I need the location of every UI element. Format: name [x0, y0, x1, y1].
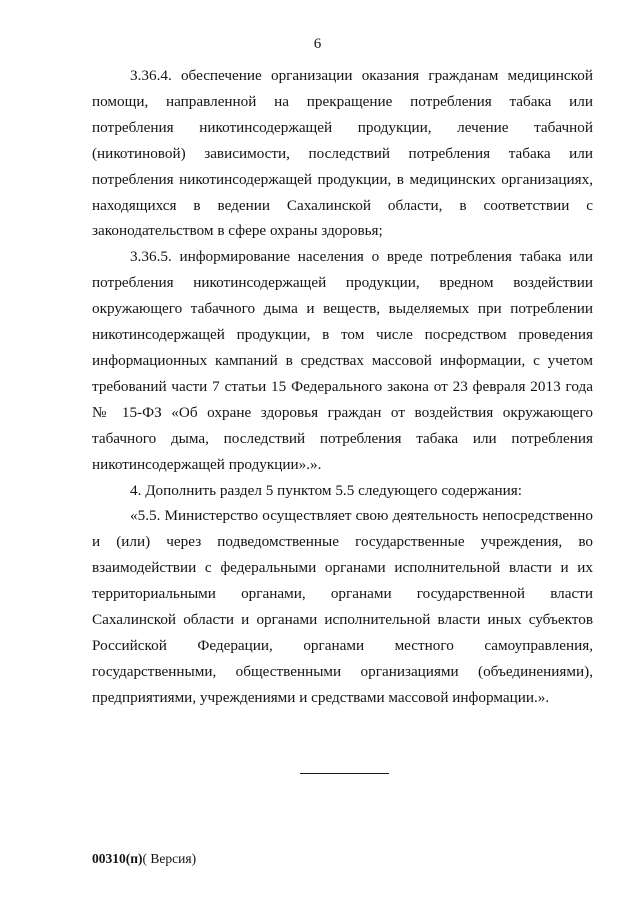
- paragraph-3-36-5: 3.36.5. информирование населения о вреде потребления табака или потребления никотинсодержащей продукции, вредном воздействии окружающего табачного дыма и веществ, выделяемых при потреблении никотинсодержащей продукции, в том числе посредством проведения информационных кампаний в средствах массовой информации, с учетом требований части 7 статьи 15 Федерального закона от 23 февраля 2013 года № 15-ФЗ «Об охране здоровья граждан от воздействия окружающего табачного дыма, последствий потребления табака или потребления никотинсодержащей продукции».».: [92, 248, 593, 473]
- paragraph-item-4: 4. Дополнить раздел 5 пунктом 5.5 следующего содержания:: [130, 481, 522, 499]
- paragraph-5-5: «5.5. Министерство осуществляет свою деятельность непосредственно и (или) через подведомственные государственные учреждения, во взаимодействии с федеральными органами исполнительной власти и их территориальными органами, органами государственной власти Сахалинской области и органами исполнительной власти иных субъектов Российской Федерации, органами местного самоуправления, государственными, общественными организациями (объединениями), предприятиями, учреждениями и средствами массовой информации.».: [92, 507, 593, 706]
- paragraph-3-36-4: 3.36.4. обеспечение организации оказания гражданам медицинской помощи, направленной на прекращение потребления табака или потребления никотинсодержащей продукции, лечение табачной (никотиновой) зависимости, последствий потребления табака или потребления никотинсодержащей продукции, в медицинских организациях, находящихся в ведении Сахалинской области, в соответствии с законодательством в сфере охраны здоровья;: [92, 67, 593, 240]
- page-number: 6: [313, 36, 322, 52]
- document-version: ( Версия): [142, 851, 197, 866]
- document-footer: [92, 850, 196, 868]
- document-body: [92, 63, 593, 711]
- end-divider: [300, 773, 389, 774]
- document-code: 00310(п): [92, 851, 143, 866]
